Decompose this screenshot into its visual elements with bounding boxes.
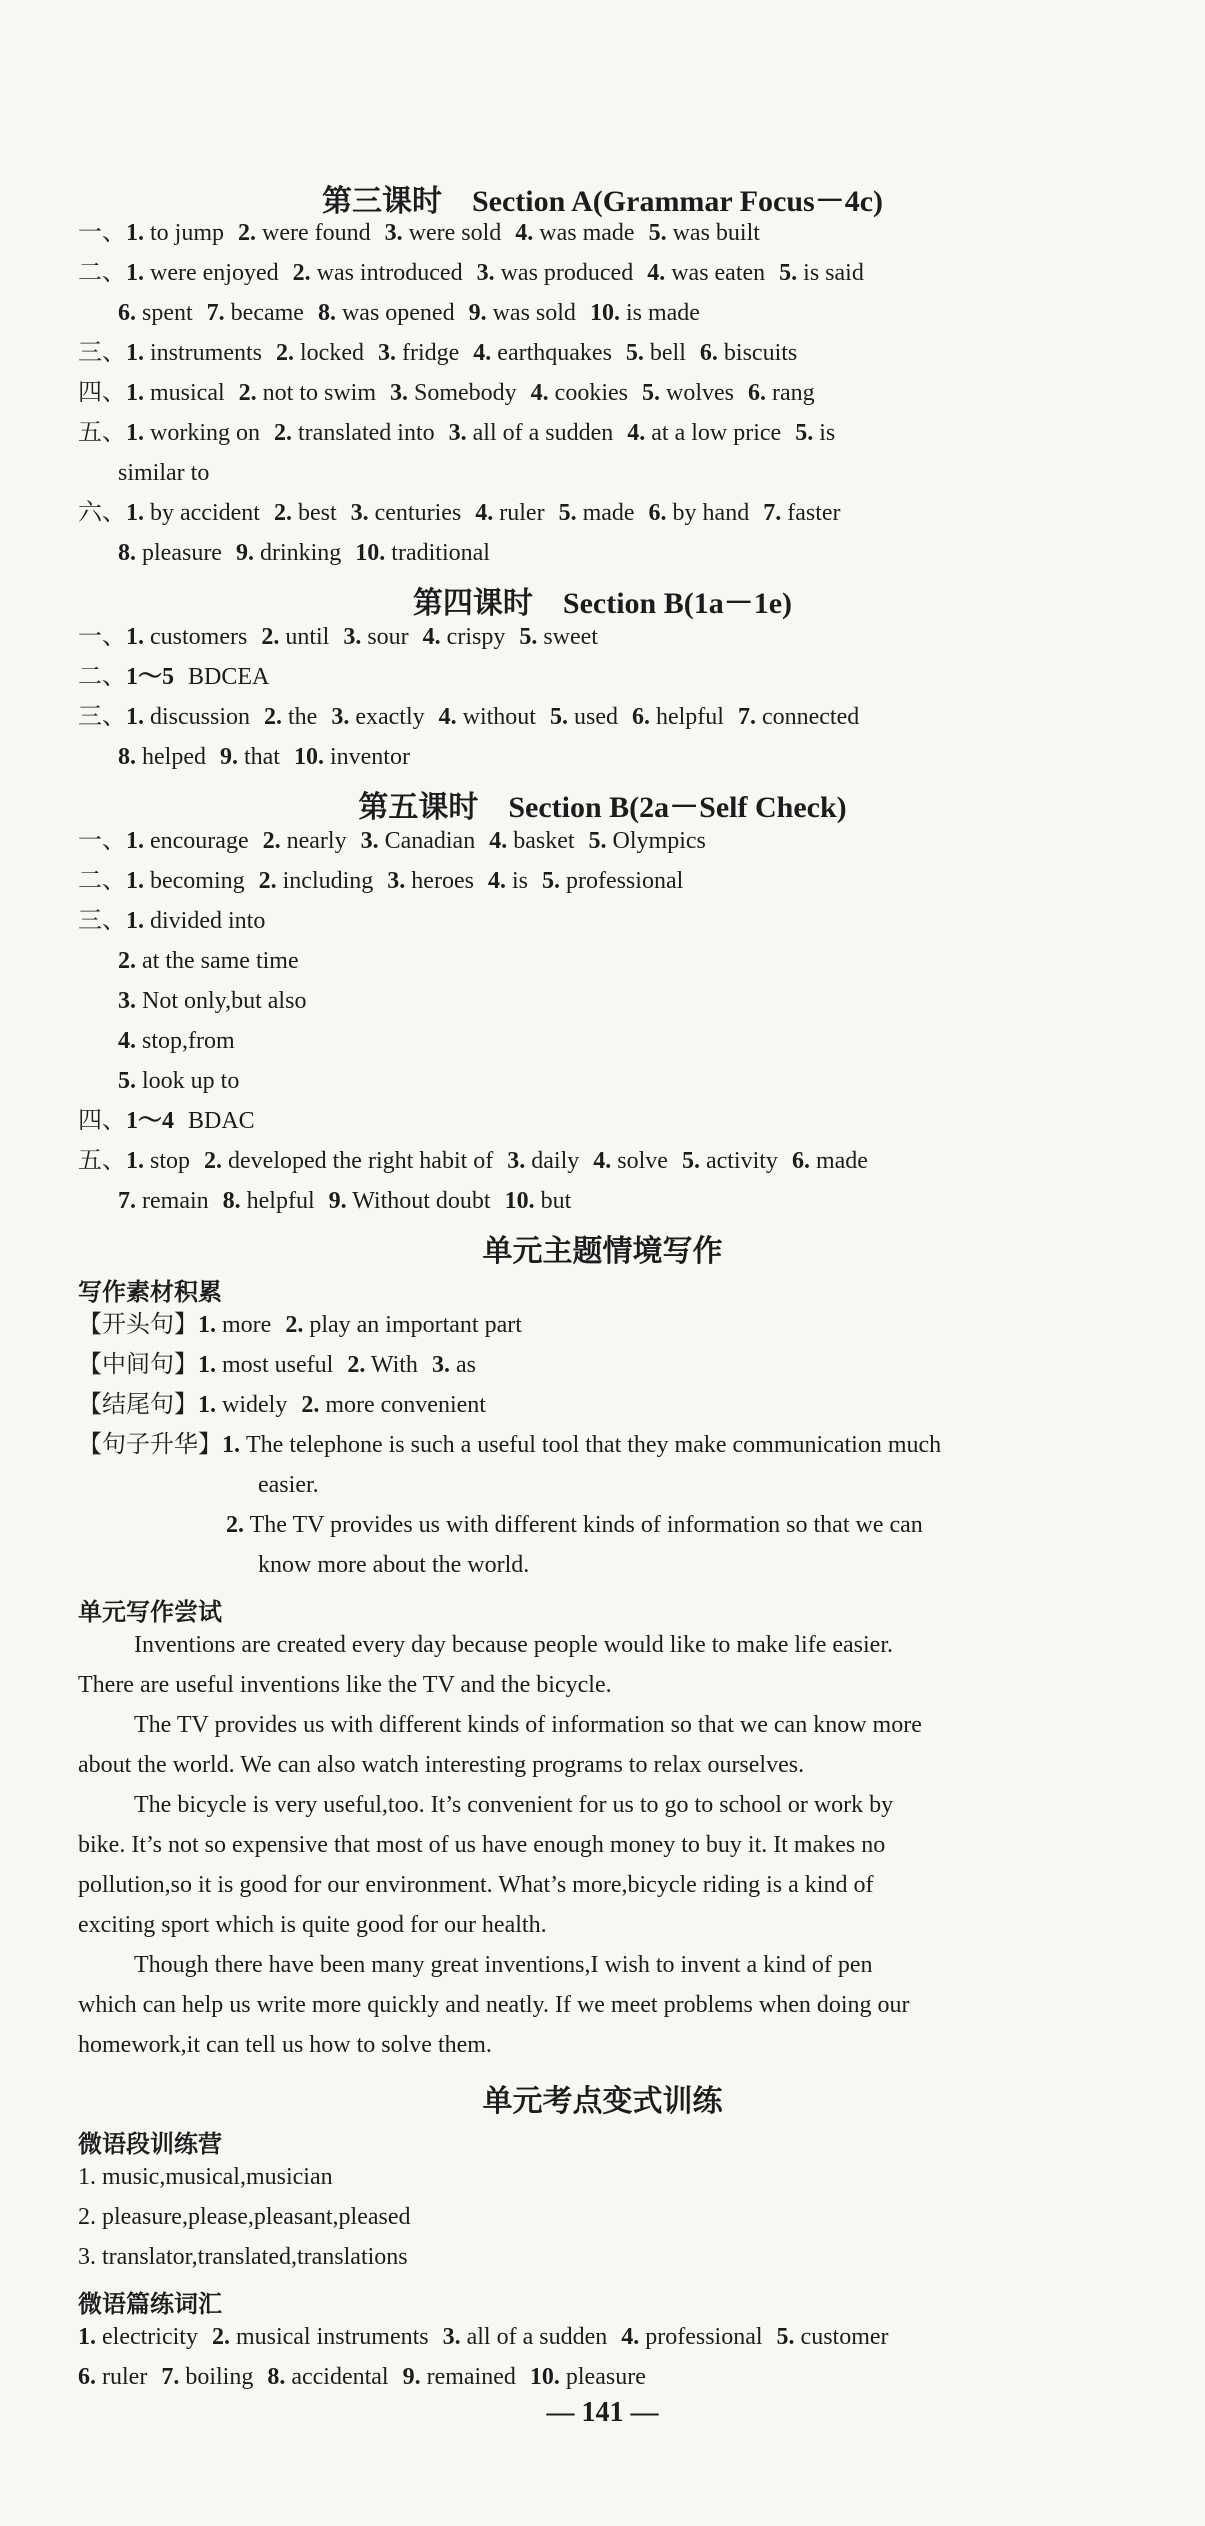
upgrade-2: 2. The TV provides us with different kinds of information so that we can [226, 1512, 923, 1538]
l3-q2b [118, 298, 700, 328]
item-number: 4. [489, 828, 508, 854]
item-number: 3. [343, 624, 362, 650]
item-answer: made [582, 500, 635, 526]
item-answer: is [819, 420, 836, 446]
item-number: 1. [126, 868, 144, 894]
item-number: 5. [681, 1148, 700, 1174]
item-number: 6. [631, 704, 650, 730]
item-number: 2. [262, 828, 281, 854]
item-answer: professional [645, 2324, 763, 2350]
l4-q2: 二、1～5 BDCEA [78, 664, 270, 690]
item-number: 7. [206, 300, 225, 326]
item-number: 2. [261, 624, 280, 650]
item-answer: without [462, 704, 536, 730]
item-number: 5. [641, 380, 660, 406]
item-number: 8. [317, 300, 336, 326]
item-number: 3. [507, 1148, 526, 1174]
item-number: 10. [293, 744, 324, 770]
material-title: 写作素材积累 [78, 1280, 222, 1306]
item-number: 1. [126, 624, 144, 650]
item-answer: Without doubt [352, 1188, 491, 1214]
item-answer: spent [142, 300, 193, 326]
item-answer: drinking [259, 540, 342, 566]
item-answer: biscuits [723, 340, 798, 366]
item-answer: helpful [246, 1188, 315, 1214]
essay-line-11: homework,it can tell us how to solve them. [78, 2032, 492, 2058]
item-number: 9. [468, 300, 487, 326]
item-answer: electricity [102, 2324, 198, 2350]
item-number: 3. [431, 1352, 450, 1378]
item-number: 10. [355, 540, 386, 566]
item-number: 7. [118, 1188, 136, 1214]
item-answer: helpful [655, 704, 724, 730]
item-answer: customer [800, 2324, 889, 2350]
item-answer: inventor [329, 744, 410, 770]
essay-line-3: The TV provides us with different kinds of information so that we can know more [134, 1712, 922, 1738]
para-item-2: 2. pleasure,please,pleasant,pleased [78, 2204, 411, 2230]
item-answer: as [455, 1352, 476, 1378]
question-label: 六、 [78, 500, 126, 526]
item-answer: until [285, 624, 330, 650]
item-number: 4. [422, 624, 441, 650]
item-answer: more convenient [325, 1392, 486, 1418]
item-number: 5. [625, 340, 644, 366]
item-answer: exactly [355, 704, 425, 730]
item-number: 4. [515, 220, 534, 246]
question-label: 二、 [78, 260, 126, 286]
item-number: 2. [347, 1352, 366, 1378]
item-number: 10. [589, 300, 620, 326]
item-number: 9. [328, 1188, 347, 1214]
item-answer: earthquakes [497, 340, 612, 366]
item-answer: is [511, 868, 528, 894]
item-number: 3. [350, 500, 369, 526]
essay-line-9: Though there have been many great inventions,I wish to invent a kind of pen [134, 1952, 873, 1978]
question-label: 【结尾句】 [78, 1392, 198, 1418]
item-answer: was eaten [671, 260, 766, 286]
l5-q3-3: 3. Not only,but also [118, 988, 307, 1014]
item-answer: discussion [150, 704, 251, 730]
item-number: 10. [504, 1188, 535, 1214]
page-number: — 141 — [546, 2397, 659, 2428]
item-number: 1. [126, 220, 144, 246]
l5-q3-2: 2. at the same time [118, 948, 299, 974]
l3-q5b: similar to [118, 460, 210, 486]
item-answer: translated into [298, 420, 435, 446]
item-number: 6. [648, 500, 667, 526]
item-number: 6. [747, 380, 766, 406]
item-number: 1. [198, 1352, 216, 1378]
item-answer: working on [150, 420, 260, 446]
item-answer: becoming [150, 868, 245, 894]
item-answer: pleasure [565, 2364, 646, 2390]
item-answer: With [370, 1352, 418, 1378]
item-answer: crispy [446, 624, 506, 650]
item-number: 6. [791, 1148, 810, 1174]
question-label: 二、 [78, 868, 126, 894]
item-answer: wolves [665, 380, 734, 406]
item-number: 9. [402, 2364, 421, 2390]
item-answer: encourage [150, 828, 249, 854]
essay-line-7: pollution,so it is good for our environment. What’s more,bicycle riding is a kind of [78, 1872, 874, 1898]
item-answer: instruments [150, 340, 262, 366]
item-number: 2. [238, 220, 257, 246]
item-number: 5. [648, 220, 667, 246]
upgrade-1: 【句子升华】1. The telephone is such a useful tool that they make communication much [78, 1432, 942, 1458]
item-answer: by hand [672, 500, 750, 526]
item-number: 4. [530, 380, 549, 406]
lesson4-title: 第四课时 Section B(1a－1e) [412, 587, 793, 620]
item-number: 3. [390, 380, 408, 406]
item-number: 2. [211, 2324, 230, 2350]
l3-q3 [78, 338, 797, 368]
item-answer: but [540, 1188, 572, 1214]
vocab-title: 微语篇练词汇 [78, 2292, 222, 2318]
item-answer: boiling [185, 2364, 254, 2390]
item-number: 8. [222, 1188, 241, 1214]
item-answer: activity [705, 1148, 778, 1174]
middle-sentence [78, 1350, 476, 1380]
item-number: 4. [473, 340, 492, 366]
item-number: 2. [204, 1148, 223, 1174]
item-number: 1. [126, 828, 144, 854]
l5-q3-1: 三、1. divided into [78, 908, 266, 934]
l5-q5a [78, 1146, 868, 1176]
item-answer: including [282, 868, 374, 894]
item-answer: more [222, 1312, 272, 1338]
item-answer: widely [222, 1392, 288, 1418]
item-number: 1. [126, 500, 144, 526]
item-answer: faster [787, 500, 841, 526]
item-number: 5. [558, 500, 577, 526]
end-sentence [78, 1390, 486, 1420]
item-answer: basket [513, 828, 575, 854]
item-answer: Somebody [414, 380, 517, 406]
l5-q3-5: 5. look up to [118, 1068, 240, 1094]
item-answer: fridge [401, 340, 460, 366]
lesson5-title: 第五课时 Section B(2a－Self Check) [358, 791, 847, 824]
item-number: 3. [360, 828, 379, 854]
item-answer: were sold [408, 220, 502, 246]
item-answer: all of a sudden [472, 420, 614, 446]
item-answer: were enjoyed [150, 260, 279, 286]
essay-line-5: The bicycle is very useful,too. It’s convenient for us to go to school or work by [134, 1792, 894, 1818]
item-number: 3. [384, 220, 403, 246]
item-number: 1. [198, 1312, 216, 1338]
item-answer: used [573, 704, 618, 730]
training-title: 单元考点变式训练 [482, 2085, 723, 2118]
l3-q1 [78, 218, 760, 248]
item-answer: that [243, 744, 280, 770]
item-number: 2. [273, 500, 292, 526]
item-number: 1. [198, 1392, 216, 1418]
item-number: 2. [238, 380, 257, 406]
item-answer: solve [617, 1148, 668, 1174]
item-number: 2. [274, 420, 292, 446]
item-answer: to jump [150, 220, 225, 246]
item-answer: the [288, 704, 318, 730]
item-number: 6. [118, 300, 136, 326]
item-number: 1. [126, 704, 144, 730]
item-number: 9. [235, 540, 254, 566]
item-number: 3. [442, 2324, 461, 2350]
item-number: 5. [541, 868, 560, 894]
item-number: 2. [264, 704, 283, 730]
l3-q6b [118, 538, 490, 568]
item-number: 1. [126, 380, 144, 406]
l3-q2a [78, 258, 864, 288]
l5-q2 [78, 866, 683, 896]
item-answer: remained [426, 2364, 516, 2390]
item-number: 4. [593, 1148, 612, 1174]
item-answer: play an important part [309, 1312, 522, 1338]
item-answer: accidental [291, 2364, 389, 2390]
item-number: 2. [292, 260, 311, 286]
item-number: 5. [779, 260, 798, 286]
item-number: 1. [126, 1148, 144, 1174]
item-answer: was built [672, 220, 760, 246]
vocab-row-2 [78, 2362, 646, 2392]
essay-line-10: which can help us write more quickly and neatly. If we meet problems when doing our [78, 1992, 910, 2018]
item-answer: ruler [102, 2364, 148, 2390]
item-answer: Canadian [384, 828, 476, 854]
item-answer: helped [142, 744, 206, 770]
essay-line-2: There are useful inventions like the TV and the bicycle. [78, 1672, 612, 1698]
item-answer: by accident [150, 500, 260, 526]
item-answer: traditional [391, 540, 490, 566]
item-number: 4. [475, 500, 494, 526]
l5-q5b [118, 1186, 571, 1216]
essay-line-4: about the world. We can also watch interesting programs to relax ourselves. [78, 1752, 805, 1778]
item-answer: customers [150, 624, 248, 650]
item-number: 8. [118, 744, 136, 770]
item-number: 3. [387, 868, 406, 894]
l5-q3-4: 4. stop,from [118, 1028, 235, 1054]
l5-q4: 四、1～4 BDAC [78, 1108, 255, 1134]
item-answer: bell [649, 340, 686, 366]
item-number: 4. [487, 868, 506, 894]
l4-q3a [78, 702, 859, 732]
item-answer: not to swim [262, 380, 376, 406]
item-answer: made [815, 1148, 868, 1174]
para-item-1: 1. music,musical,musician [78, 2164, 333, 2190]
item-answer: centuries [374, 500, 462, 526]
item-number: 8. [267, 2364, 286, 2390]
item-number: 8. [118, 540, 136, 566]
item-number: 4. [621, 2324, 640, 2350]
item-number: 4. [627, 420, 646, 446]
item-number: 5. [588, 828, 607, 854]
item-number: 1. [126, 260, 144, 286]
question-label: 一、 [78, 624, 126, 650]
item-answer: at a low price [651, 420, 782, 446]
item-answer: best [297, 500, 337, 526]
item-answer: cookies [554, 380, 628, 406]
item-number: 4. [438, 704, 457, 730]
item-number: 9. [219, 744, 238, 770]
item-number: 1. [126, 340, 144, 366]
item-answer: musical [150, 380, 225, 406]
essay-line-1: Inventions are created every day because people would like to make life easier. [134, 1632, 893, 1658]
item-answer: daily [531, 1148, 580, 1174]
item-answer: was introduced [316, 260, 463, 286]
item-answer: connected [761, 704, 860, 730]
item-number: 7. [763, 500, 782, 526]
l5-q1 [78, 826, 706, 856]
item-number: 6. [699, 340, 718, 366]
open-sentence [78, 1310, 522, 1340]
l3-q6a [78, 498, 841, 528]
l4-q1 [78, 622, 598, 652]
item-answer: stop [150, 1148, 191, 1174]
item-number: 2. [301, 1392, 320, 1418]
item-number: 2. [258, 868, 277, 894]
item-number: 3. [331, 704, 350, 730]
item-answer: was made [539, 220, 635, 246]
item-answer: heroes [411, 868, 474, 894]
question-label: 五、 [78, 1148, 126, 1174]
question-label: 三、 [78, 340, 126, 366]
item-answer: became [230, 300, 304, 326]
item-answer: Olympics [612, 828, 706, 854]
item-answer: professional [565, 868, 684, 894]
essay-line-6: bike. It’s not so expensive that most of us have enough money to buy it. It makes no [78, 1832, 886, 1858]
question-label: 四、 [78, 380, 126, 406]
item-number: 5. [519, 624, 538, 650]
item-number: 2. [276, 340, 294, 366]
item-number: 4. [647, 260, 666, 286]
try-title: 单元写作尝试 [78, 1600, 222, 1626]
item-answer: nearly [286, 828, 347, 854]
item-answer: developed the right habit of [228, 1148, 494, 1174]
item-number: 7. [737, 704, 756, 730]
l3-q5a [78, 418, 835, 448]
item-number: 5. [549, 704, 568, 730]
para-item-3: 3. translator,translated,translations [78, 2244, 408, 2270]
question-label: 一、 [78, 828, 126, 854]
question-label: 五、 [78, 420, 126, 446]
l4-q3b [118, 742, 410, 772]
question-label: 一、 [78, 220, 126, 246]
item-answer: was sold [492, 300, 576, 326]
item-number: 3. [448, 420, 467, 446]
essay-line-8: exciting sport which is quite good for our health. [78, 1912, 547, 1938]
item-answer: remain [142, 1188, 209, 1214]
item-answer: is said [803, 260, 864, 286]
item-number: 6. [78, 2364, 96, 2390]
item-number: 5. [795, 420, 814, 446]
question-label: 三、 [78, 704, 126, 730]
writing-title: 单元主题情境写作 [482, 1235, 723, 1268]
item-number: 5. [776, 2324, 795, 2350]
item-number: 1. [78, 2324, 96, 2350]
item-answer: locked [300, 340, 364, 366]
upgrade-1-cont: easier. [258, 1472, 319, 1498]
l3-q4 [78, 378, 815, 408]
item-answer: rang [771, 380, 815, 406]
item-number: 3. [377, 340, 396, 366]
item-number: 3. [476, 260, 495, 286]
lesson3-title: 第三课时 Section A(Grammar Focus－4c) [321, 185, 884, 218]
item-answer: sweet [543, 624, 598, 650]
item-answer: most useful [222, 1352, 334, 1378]
question-label: 【中间句】 [78, 1352, 198, 1378]
item-answer: was produced [500, 260, 634, 286]
item-answer: is made [625, 300, 700, 326]
upgrade-2-cont: know more about the world. [258, 1552, 530, 1578]
item-number: 10. [529, 2364, 560, 2390]
item-answer: sour [367, 624, 409, 650]
item-answer: musical instruments [235, 2324, 429, 2350]
para-training-title: 微语段训练营 [78, 2132, 222, 2158]
item-answer: was opened [341, 300, 455, 326]
item-number: 7. [161, 2364, 180, 2390]
item-number: 2. [285, 1312, 304, 1338]
item-answer: ruler [499, 500, 545, 526]
item-number: 1. [126, 420, 144, 446]
vocab-row-1 [78, 2322, 889, 2352]
item-answer: all of a sudden [466, 2324, 608, 2350]
item-answer: were found [262, 220, 371, 246]
item-answer: pleasure [142, 540, 222, 566]
question-label: 【开头句】 [78, 1312, 198, 1338]
